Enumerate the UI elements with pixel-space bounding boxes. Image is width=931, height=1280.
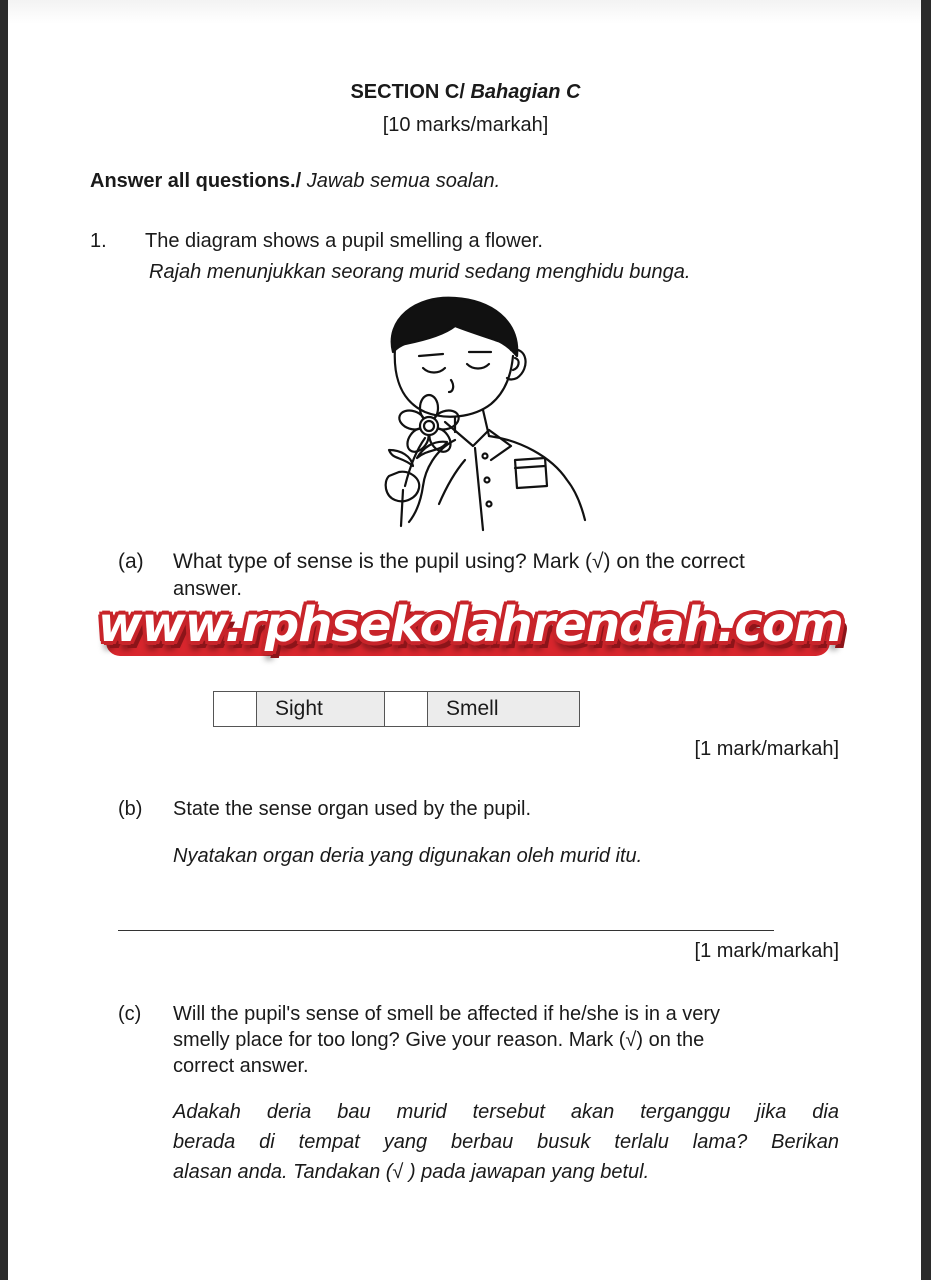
top-shadow: [8, 0, 921, 24]
checkbox-sight[interactable]: [214, 692, 257, 727]
part-a-label: (a): [118, 550, 144, 573]
part-c-question-en-line2: smelly place for too long? Give your reason. Mark (√) on the: [173, 1029, 705, 1051]
part-c-question-ms-line2: berada di tempat yang berbau busuk terlalu lama? Berikan: [173, 1131, 839, 1153]
part-b-question-en: State the sense organ used by the pupil.: [173, 798, 532, 820]
frame-left-edge: [0, 0, 8, 1280]
pupil-smelling-flower-illustration: [305, 290, 625, 535]
part-b-label: (b): [118, 798, 143, 820]
instruction-en: Answer all questions./: [90, 170, 302, 192]
section-title-en: SECTION C/: [350, 81, 465, 103]
part-b-marks: [1 mark/markah]: [694, 940, 839, 962]
part-c-question-ms-line1: Adakah deria bau murid tersebut akan terganggu jika dia: [173, 1101, 839, 1123]
question-stem-en: The diagram shows a pupil smelling a flower.: [145, 230, 543, 252]
option-sight-label: Sight: [257, 692, 385, 727]
watermark-text: www.rphsekolahrendah.com: [98, 597, 843, 653]
part-c-label: (c): [118, 1003, 142, 1025]
part-a-question-line2: answer.: [173, 578, 242, 600]
part-c-question-ms-line3: alasan anda. Tandakan (√ ) pada jawapan yang betul.: [173, 1161, 650, 1183]
part-c-question-en-line3: correct answer.: [173, 1055, 309, 1077]
option-smell-label: Smell: [428, 692, 580, 727]
watermark-banner: [98, 590, 843, 670]
part-b-question-ms: Nyatakan organ deria yang digunakan oleh murid itu.: [173, 845, 643, 867]
section-title-ms: Bahagian C: [470, 81, 581, 103]
answer-options-table: [213, 691, 580, 727]
instruction-ms: Jawab semua soalan.: [306, 170, 501, 192]
answer-line[interactable]: [118, 930, 774, 931]
part-c-question-en-line1: Will the pupil's sense of smell be affected if he/she is in a very: [173, 1003, 721, 1025]
question-stem-ms: Rajah menunjukkan seorang murid sedang menghidu bunga.: [149, 261, 691, 283]
checkbox-smell[interactable]: [385, 692, 428, 727]
question-number: 1.: [90, 230, 107, 252]
part-a-question-line1: What type of sense is the pupil using? Mark (√) on the correct: [173, 550, 745, 573]
frame-right-edge: [921, 0, 931, 1280]
instruction: [90, 170, 500, 193]
section-marks: [10 marks/markah]: [382, 114, 549, 136]
part-a-marks: [1 mark/markah]: [694, 738, 839, 760]
section-title: [0, 81, 931, 104]
